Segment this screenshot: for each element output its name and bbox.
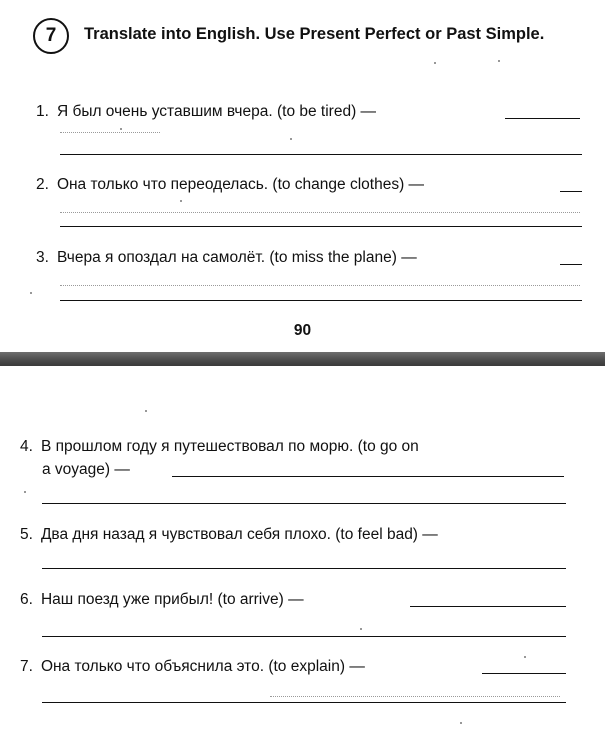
task-4-index: 4. — [20, 438, 33, 455]
page-bottom — [0, 366, 605, 738]
faint-guide-line — [60, 132, 160, 133]
task-3-answer-line[interactable] — [60, 300, 582, 301]
task-1-inline-blank[interactable] — [505, 118, 580, 119]
task-5 — [20, 525, 438, 545]
scan-speck — [460, 722, 462, 724]
scan-speck — [24, 491, 26, 493]
faint-guide-line — [270, 696, 560, 697]
task-7-text: Она только что объяснила это. (to explain) — — [40, 658, 365, 675]
page-number: 90 — [293, 322, 312, 339]
task-7-index: 7. — [20, 658, 33, 675]
task-1-text: Я был очень уставшим вчера. (to be tired) — — [56, 103, 377, 120]
task-4-continuation: a voyage) — — [42, 461, 130, 478]
scan-speck — [498, 60, 500, 62]
task-4 — [20, 437, 419, 457]
scan-speck — [145, 410, 147, 412]
page-divider — [0, 352, 605, 366]
task-7 — [20, 657, 365, 677]
scan-speck — [434, 62, 436, 64]
task-6-index: 6. — [20, 591, 33, 608]
task-6-text: Наш поезд уже прибыл! (to arrive) — — [40, 591, 304, 608]
scan-speck — [120, 128, 122, 130]
task-7-answer-line[interactable] — [42, 702, 566, 703]
task-6 — [20, 590, 304, 610]
task-2-inline-blank[interactable] — [560, 191, 582, 192]
task-4-answer-line[interactable] — [42, 503, 566, 504]
task-2-index: 2. — [36, 176, 49, 193]
scan-speck — [30, 292, 32, 294]
faint-guide-line — [60, 285, 580, 286]
task-5-answer-line[interactable] — [42, 568, 566, 569]
task-1 — [36, 102, 376, 122]
faint-guide-line — [60, 212, 580, 213]
task-2-answer-line[interactable] — [60, 226, 582, 227]
task-6-answer-line[interactable] — [42, 636, 566, 637]
task-1-index: 1. — [36, 103, 49, 120]
exercise-instruction: Translate into English. Use Present Perfect or Past Simple. — [84, 25, 545, 43]
task-2-text: Она только что переоделась. (to change clothes) — — [56, 176, 425, 193]
scan-speck — [180, 200, 182, 202]
scan-speck — [290, 138, 292, 140]
task-3-index: 3. — [36, 249, 49, 266]
page-top — [0, 0, 605, 352]
task-3-text: Вчера я опоздал на самолёт. (to miss the plane) — — [56, 249, 417, 266]
task-5-index: 5. — [20, 526, 33, 543]
scan-speck — [360, 628, 362, 630]
task-1-answer-line[interactable] — [60, 154, 582, 155]
task-2 — [36, 175, 424, 195]
exercise-number-badge: 7 — [33, 18, 69, 54]
task-7-inline-blank[interactable] — [482, 673, 566, 674]
task-6-inline-blank[interactable] — [410, 606, 566, 607]
task-4-text: В прошлом году я путешествовал по морю. (to go on — [40, 438, 419, 455]
task-3-inline-blank[interactable] — [560, 264, 582, 265]
task-3 — [36, 248, 417, 268]
task-4-inline-blank[interactable] — [172, 476, 564, 477]
scan-speck — [524, 656, 526, 658]
task-5-text: Два дня назад я чувствовал себя плохо. (to feel bad) — — [40, 526, 438, 543]
